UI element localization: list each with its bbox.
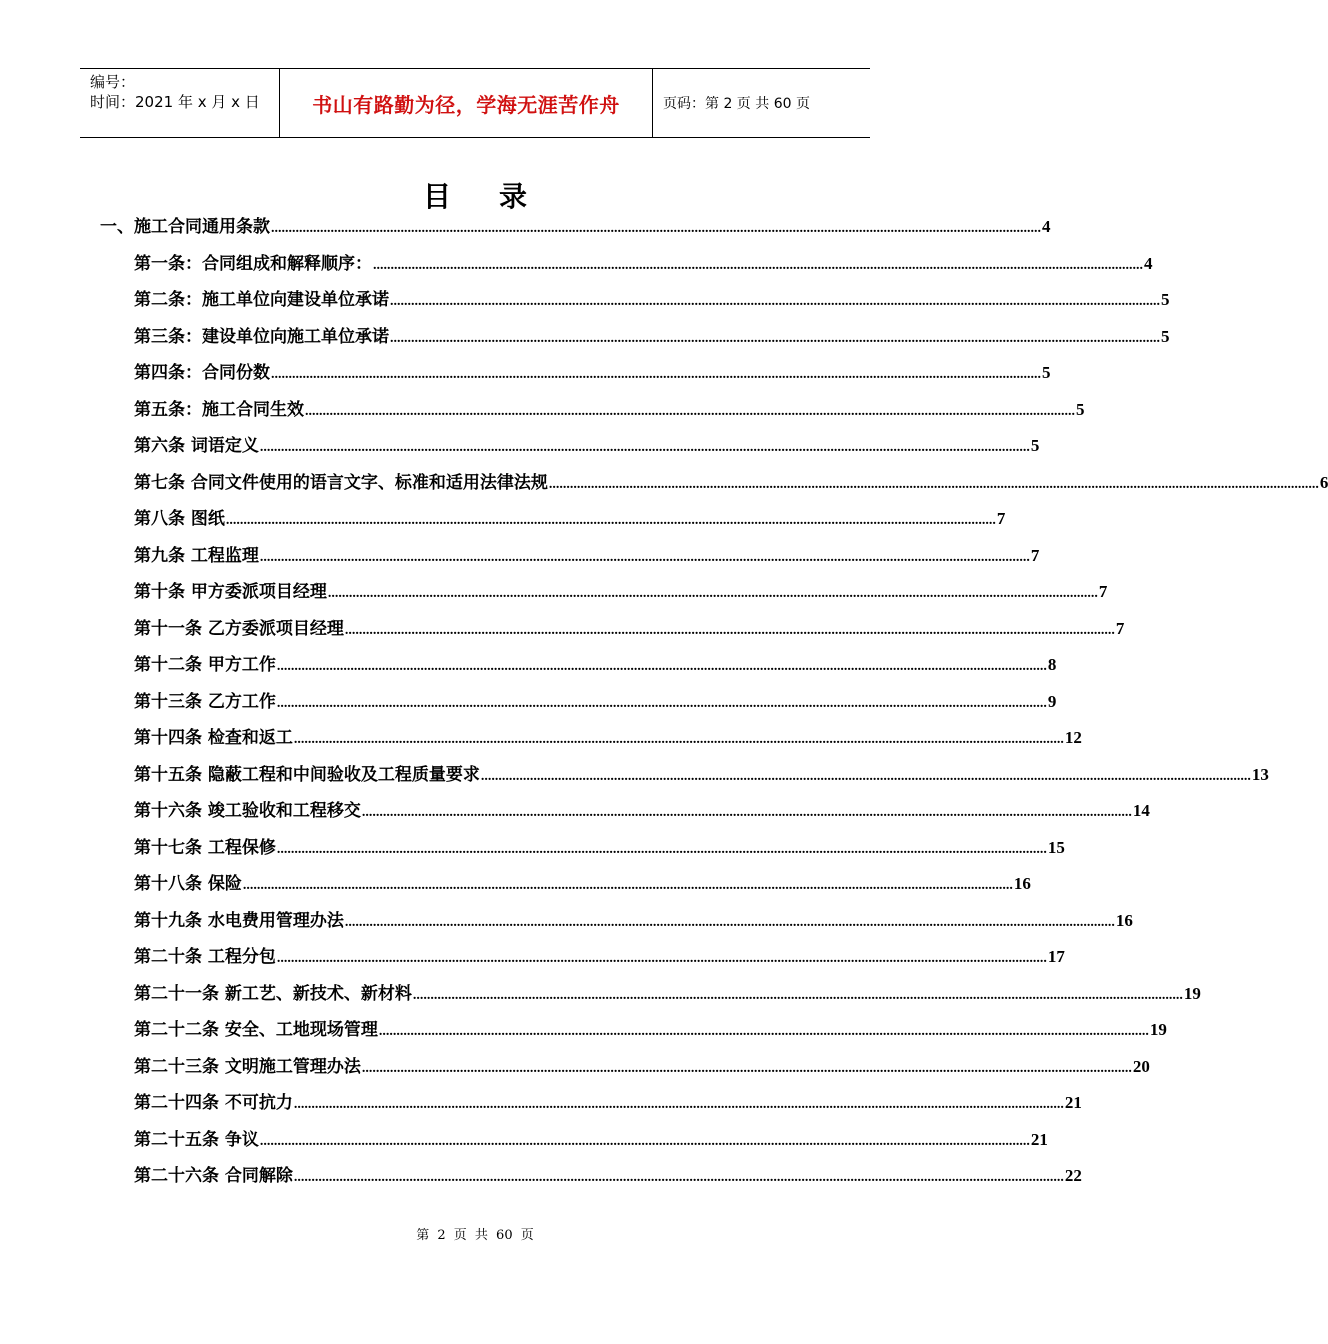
toc-entry[interactable] bbox=[134, 762, 1269, 788]
toc-entry-label: 第十四条 检查和返工 bbox=[134, 728, 293, 748]
toc-entry[interactable] bbox=[134, 506, 1006, 532]
toc-entry-label: 第四条：合同份数 bbox=[134, 363, 270, 383]
toc-entry-label: 第十五条 隐蔽工程和中间验收及工程质量要求 bbox=[134, 764, 480, 785]
toc-entry[interactable] bbox=[134, 798, 1150, 824]
toc-entry-label: 第八条 图纸 bbox=[134, 509, 225, 529]
toc-entry[interactable] bbox=[134, 470, 1328, 496]
toc-leader-dots: ............................................................................................................................................................................................................................ bbox=[242, 878, 1013, 893]
toc-leader-dots: ............................................................................................................................................................................................................................ bbox=[361, 805, 1132, 820]
toc-entry[interactable] bbox=[134, 579, 1108, 605]
toc-entry[interactable] bbox=[134, 1090, 1082, 1116]
toc-entry-page: 19 bbox=[1183, 983, 1201, 1003]
toc-entry-label: 第十条 甲方委派项目经理 bbox=[134, 582, 327, 602]
toc-leader-dots: ............................................................................................................................................................................................................................ bbox=[259, 549, 1030, 565]
toc-entry-page: 5 bbox=[1161, 326, 1170, 346]
page-header bbox=[80, 68, 870, 138]
toc-leader-dots: ............................................................................................................................................................................................................................ bbox=[293, 1170, 1064, 1185]
header-motto: 书山有路勤为径，学海无涯苦作舟 bbox=[280, 69, 653, 137]
toc-entry[interactable] bbox=[134, 1127, 1048, 1153]
toc-entry-page: 12 bbox=[1064, 728, 1082, 747]
toc-entry[interactable] bbox=[134, 1017, 1167, 1043]
toc-entry[interactable] bbox=[134, 397, 1085, 423]
toc-entry-label: 第二十条 工程分包 bbox=[134, 947, 276, 967]
toc-leader-dots: ............................................................................................................................................................................................................................ bbox=[378, 1024, 1149, 1039]
toc-entry-label: 一、施工合同通用条款 bbox=[100, 217, 270, 237]
toc-entry[interactable] bbox=[134, 543, 1040, 569]
toc-entry[interactable] bbox=[134, 433, 1040, 459]
toc-entry-label: 第二十四条 不可抗力 bbox=[134, 1093, 293, 1113]
toc-entry-page: 14 bbox=[1132, 801, 1150, 820]
toc-entry-label: 第二十三条 文明施工管理办法 bbox=[134, 1056, 361, 1077]
toc-entry-page: 7 bbox=[1098, 582, 1108, 601]
toc-entry[interactable] bbox=[134, 1163, 1082, 1189]
toc-entry[interactable] bbox=[134, 725, 1082, 751]
toc-entry-label: 第二十一条 新工艺、新技术、新材料 bbox=[134, 983, 412, 1004]
toc-leader-dots: ............................................................................................................................................................................................................................ bbox=[344, 914, 1115, 930]
header-page-info: 页码：第 2 页 共 60 页 bbox=[663, 96, 810, 112]
toc-entry-page: 15 bbox=[1047, 837, 1065, 857]
toc-leader-dots: ............................................................................................................................................................................................................................ bbox=[276, 841, 1047, 857]
toc-entry-page: 4 bbox=[1144, 253, 1153, 273]
toc-entry-page: 7 bbox=[1030, 545, 1040, 565]
toc-entry-page: 5 bbox=[1042, 363, 1051, 382]
toc-entry[interactable] bbox=[134, 324, 1170, 350]
toc-entry[interactable] bbox=[134, 1054, 1150, 1080]
toc-leader-dots: ............................................................................................................................................................................................................................ bbox=[412, 987, 1183, 1003]
toc-leader-dots: ............................................................................................................................................................................................................................ bbox=[259, 440, 1030, 455]
document-number-label: 编号： bbox=[90, 73, 136, 91]
page-footer: 第 2 页 共 60 页 bbox=[416, 1228, 534, 1243]
toc-entry-page: 17 bbox=[1047, 947, 1065, 966]
toc-entry-page: 5 bbox=[1030, 436, 1040, 455]
toc-entry-label: 第十六条 竣工验收和工程移交 bbox=[134, 801, 361, 821]
toc-entry[interactable] bbox=[134, 360, 1051, 386]
header-meta bbox=[80, 69, 280, 137]
toc-leader-dots: ............................................................................................................................................................................................................................ bbox=[259, 1133, 1030, 1149]
toc-entry-page: 9 bbox=[1047, 691, 1057, 711]
toc-entry-label: 第二条：施工单位向建设单位承诺 bbox=[134, 290, 389, 310]
toc-leader-dots: ............................................................................................................................................................................................................................ bbox=[305, 403, 1075, 419]
toc-entry-page: 7 bbox=[1115, 618, 1125, 638]
toc-entry[interactable] bbox=[134, 871, 1031, 897]
toc-title: 目录 bbox=[422, 180, 575, 213]
toc-entry[interactable] bbox=[134, 652, 1057, 678]
toc-entry-page: 20 bbox=[1132, 1056, 1150, 1076]
toc-leader-dots: ............................................................................................................................................................................................................................ bbox=[271, 221, 1041, 236]
toc-entry-page: 7 bbox=[996, 509, 1006, 528]
toc-entry-label: 第二十五条 争议 bbox=[134, 1129, 259, 1150]
toc-entry-page: 4 bbox=[1042, 217, 1051, 236]
toc-entry[interactable] bbox=[134, 616, 1125, 642]
toc-entry-label: 第十七条 工程保修 bbox=[134, 837, 276, 858]
toc-leader-dots: ............................................................................................................................................................................................................................ bbox=[327, 586, 1098, 601]
toc-entry-page: 19 bbox=[1149, 1020, 1167, 1039]
toc-entry[interactable] bbox=[134, 835, 1065, 861]
toc-leader-dots: ............................................................................................................................................................................................................................ bbox=[276, 659, 1047, 674]
toc-entry-label: 第二十二条 安全、工地现场管理 bbox=[134, 1020, 378, 1040]
toc-leader-dots: ............................................................................................................................................................................................................................ bbox=[390, 294, 1160, 309]
toc-entry-page: 6 bbox=[1319, 472, 1328, 492]
toc-entry-label: 第一条：合同组成和解释顺序： bbox=[134, 253, 372, 274]
toc-leader-dots: ............................................................................................................................................................................................................................ bbox=[373, 257, 1143, 273]
toc-leader-dots: ............................................................................................................................................................................................................................ bbox=[480, 768, 1251, 784]
toc-entry-page: 22 bbox=[1064, 1166, 1082, 1185]
toc-entry-label: 第十一条 乙方委派项目经理 bbox=[134, 618, 344, 639]
toc-entry-label: 第二十六条 合同解除 bbox=[134, 1166, 293, 1186]
toc-leader-dots: ............................................................................................................................................................................................................................ bbox=[548, 476, 1319, 492]
toc-entry-label: 第七条 合同文件使用的语言文字、标准和适用法律法规 bbox=[134, 472, 548, 493]
toc-entry-label: 第六条 词语定义 bbox=[134, 436, 259, 456]
toc-leader-dots: ............................................................................................................................................................................................................................ bbox=[276, 695, 1047, 711]
toc-entry-label: 第十八条 保险 bbox=[134, 874, 242, 894]
toc-leader-dots: ............................................................................................................................................................................................................................ bbox=[225, 513, 996, 528]
toc-leader-dots: ............................................................................................................................................................................................................................ bbox=[390, 330, 1160, 346]
toc-leader-dots: ............................................................................................................................................................................................................................ bbox=[271, 367, 1041, 382]
toc-entry[interactable] bbox=[134, 908, 1133, 934]
toc-entry[interactable] bbox=[134, 944, 1065, 970]
toc-leader-dots: ............................................................................................................................................................................................................................ bbox=[293, 732, 1064, 747]
toc-leader-dots: ............................................................................................................................................................................................................................ bbox=[361, 1060, 1132, 1076]
toc-entry-page: 13 bbox=[1251, 764, 1269, 784]
toc-entry[interactable] bbox=[134, 981, 1201, 1007]
toc-leader-dots: ............................................................................................................................................................................................................................ bbox=[276, 951, 1047, 966]
toc-entry-label: 第十九条 水电费用管理办法 bbox=[134, 910, 344, 931]
toc-entry-label: 第五条：施工合同生效 bbox=[134, 399, 304, 420]
toc-entry-page: 16 bbox=[1013, 874, 1031, 893]
toc-entry-page: 8 bbox=[1047, 655, 1057, 674]
toc-leader-dots: ............................................................................................................................................................................................................................ bbox=[344, 622, 1115, 638]
toc-leader-dots: ............................................................................................................................................................................................................................ bbox=[293, 1097, 1064, 1112]
toc-entry-label: 第三条：建设单位向施工单位承诺 bbox=[134, 326, 389, 347]
toc-entry-page: 16 bbox=[1115, 910, 1133, 930]
toc-entry[interactable] bbox=[134, 689, 1057, 715]
toc-entry[interactable] bbox=[134, 251, 1153, 277]
toc-entry-page: 21 bbox=[1064, 1093, 1082, 1112]
toc-entry-page: 5 bbox=[1161, 290, 1170, 309]
document-time: 时间：2021 年 x 月 x 日 bbox=[90, 93, 260, 111]
toc-entry-label: 第十三条 乙方工作 bbox=[134, 691, 276, 712]
toc-entry[interactable] bbox=[100, 214, 1051, 240]
toc-entry-label: 第九条 工程监理 bbox=[134, 545, 259, 566]
toc-entry-label: 第十二条 甲方工作 bbox=[134, 655, 276, 675]
toc-entry-page: 21 bbox=[1030, 1129, 1048, 1149]
toc-entry-page: 5 bbox=[1076, 399, 1085, 419]
toc-entry[interactable] bbox=[134, 287, 1170, 313]
